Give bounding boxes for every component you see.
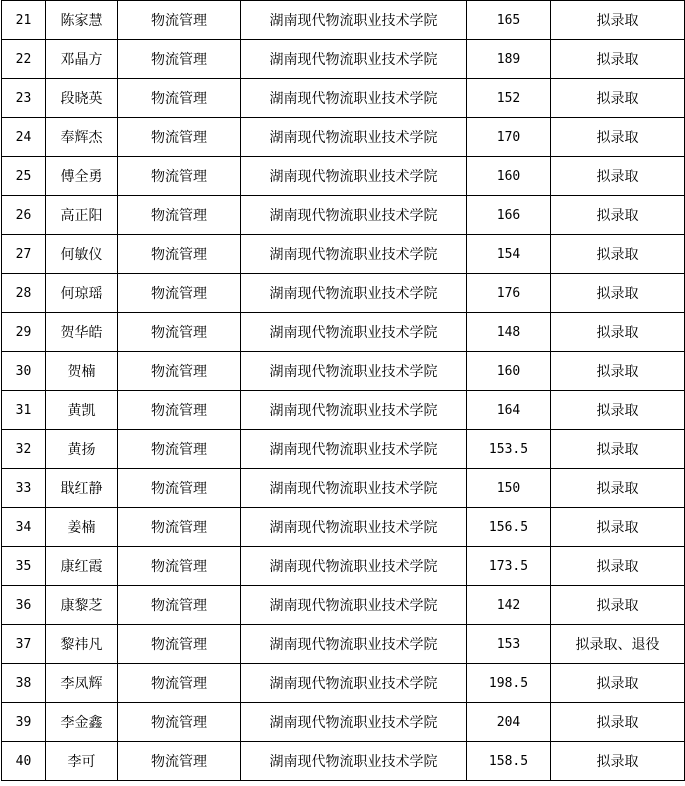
- table-row: [2, 79, 685, 118]
- table-row: [2, 430, 685, 469]
- table-row: [2, 352, 685, 391]
- score: 165: [467, 1, 551, 40]
- score: 160: [467, 157, 551, 196]
- table-row: [2, 742, 685, 781]
- school: 湖南现代物流职业技术学院: [241, 508, 467, 547]
- row-number: 21: [2, 1, 46, 40]
- major: 物流管理: [118, 391, 241, 430]
- score: 148: [467, 313, 551, 352]
- score: 152: [467, 79, 551, 118]
- row-number: 26: [2, 196, 46, 235]
- table-row: [2, 664, 685, 703]
- student-name: 邓晶方: [46, 40, 118, 79]
- admission-status: 拟录取: [551, 196, 685, 235]
- student-name: 黄凯: [46, 391, 118, 430]
- student-name: 何琼瑶: [46, 274, 118, 313]
- school: 湖南现代物流职业技术学院: [241, 547, 467, 586]
- school: 湖南现代物流职业技术学院: [241, 313, 467, 352]
- major: 物流管理: [118, 274, 241, 313]
- school: 湖南现代物流职业技术学院: [241, 352, 467, 391]
- row-number: 34: [2, 508, 46, 547]
- row-number: 33: [2, 469, 46, 508]
- score: 160: [467, 352, 551, 391]
- row-number: 36: [2, 586, 46, 625]
- admission-status: 拟录取: [551, 508, 685, 547]
- table-row: [2, 157, 685, 196]
- school: 湖南现代物流职业技术学院: [241, 625, 467, 664]
- admission-status: 拟录取: [551, 469, 685, 508]
- table-row: [2, 1, 685, 40]
- row-number: 31: [2, 391, 46, 430]
- score: 198.5: [467, 664, 551, 703]
- school: 湖南现代物流职业技术学院: [241, 1, 467, 40]
- student-name: 李金鑫: [46, 703, 118, 742]
- school: 湖南现代物流职业技术学院: [241, 664, 467, 703]
- student-name: 黎祎凡: [46, 625, 118, 664]
- admission-status: 拟录取: [551, 391, 685, 430]
- admission-status: 拟录取: [551, 430, 685, 469]
- student-name: 何敏仪: [46, 235, 118, 274]
- student-name: 高正阳: [46, 196, 118, 235]
- row-number: 38: [2, 664, 46, 703]
- score: 204: [467, 703, 551, 742]
- major: 物流管理: [118, 469, 241, 508]
- school: 湖南现代物流职业技术学院: [241, 703, 467, 742]
- admission-status: 拟录取: [551, 664, 685, 703]
- row-number: 28: [2, 274, 46, 313]
- row-number: 35: [2, 547, 46, 586]
- table-row: [2, 508, 685, 547]
- school: 湖南现代物流职业技术学院: [241, 235, 467, 274]
- score: 158.5: [467, 742, 551, 781]
- school: 湖南现代物流职业技术学院: [241, 79, 467, 118]
- score: 164: [467, 391, 551, 430]
- table-row: [2, 313, 685, 352]
- table-row: [2, 40, 685, 79]
- major: 物流管理: [118, 742, 241, 781]
- score: 173.5: [467, 547, 551, 586]
- student-name: 黄扬: [46, 430, 118, 469]
- score: 150: [467, 469, 551, 508]
- row-number: 40: [2, 742, 46, 781]
- table-row: [2, 235, 685, 274]
- score: 176: [467, 274, 551, 313]
- student-name: 陈家慧: [46, 1, 118, 40]
- admission-status: 拟录取、退役: [551, 625, 685, 664]
- score: 189: [467, 40, 551, 79]
- row-number: 37: [2, 625, 46, 664]
- table-row: [2, 703, 685, 742]
- school: 湖南现代物流职业技术学院: [241, 391, 467, 430]
- admission-status: 拟录取: [551, 274, 685, 313]
- admission-status: 拟录取: [551, 118, 685, 157]
- major: 物流管理: [118, 352, 241, 391]
- major: 物流管理: [118, 703, 241, 742]
- student-name: 段晓英: [46, 79, 118, 118]
- school: 湖南现代物流职业技术学院: [241, 157, 467, 196]
- score: 170: [467, 118, 551, 157]
- school: 湖南现代物流职业技术学院: [241, 430, 467, 469]
- table-body: [2, 1, 685, 781]
- major: 物流管理: [118, 118, 241, 157]
- score: 153: [467, 625, 551, 664]
- student-name: 姜楠: [46, 508, 118, 547]
- major: 物流管理: [118, 235, 241, 274]
- student-name: 李可: [46, 742, 118, 781]
- major: 物流管理: [118, 508, 241, 547]
- row-number: 39: [2, 703, 46, 742]
- admission-status: 拟录取: [551, 547, 685, 586]
- table-row: [2, 625, 685, 664]
- student-name: 康红霞: [46, 547, 118, 586]
- major: 物流管理: [118, 313, 241, 352]
- admission-status: 拟录取: [551, 157, 685, 196]
- score: 156.5: [467, 508, 551, 547]
- admission-status: 拟录取: [551, 40, 685, 79]
- table-row: [2, 274, 685, 313]
- student-name: 奉辉杰: [46, 118, 118, 157]
- student-name: 戢红静: [46, 469, 118, 508]
- row-number: 30: [2, 352, 46, 391]
- student-name: 贺华皓: [46, 313, 118, 352]
- table-row: [2, 118, 685, 157]
- row-number: 22: [2, 40, 46, 79]
- row-number: 32: [2, 430, 46, 469]
- score: 142: [467, 586, 551, 625]
- score: 153.5: [467, 430, 551, 469]
- school: 湖南现代物流职业技术学院: [241, 469, 467, 508]
- major: 物流管理: [118, 79, 241, 118]
- row-number: 24: [2, 118, 46, 157]
- student-name: 康黎芝: [46, 586, 118, 625]
- major: 物流管理: [118, 430, 241, 469]
- major: 物流管理: [118, 157, 241, 196]
- row-number: 29: [2, 313, 46, 352]
- major: 物流管理: [118, 1, 241, 40]
- school: 湖南现代物流职业技术学院: [241, 742, 467, 781]
- admission-table: [1, 0, 685, 781]
- school: 湖南现代物流职业技术学院: [241, 40, 467, 79]
- major: 物流管理: [118, 547, 241, 586]
- row-number: 27: [2, 235, 46, 274]
- admission-status: 拟录取: [551, 586, 685, 625]
- major: 物流管理: [118, 664, 241, 703]
- school: 湖南现代物流职业技术学院: [241, 196, 467, 235]
- major: 物流管理: [118, 586, 241, 625]
- major: 物流管理: [118, 625, 241, 664]
- score: 166: [467, 196, 551, 235]
- admission-status: 拟录取: [551, 742, 685, 781]
- table-row: [2, 547, 685, 586]
- table-row: [2, 586, 685, 625]
- table-row: [2, 469, 685, 508]
- row-number: 25: [2, 157, 46, 196]
- row-number: 23: [2, 79, 46, 118]
- table-row: [2, 391, 685, 430]
- admission-status: 拟录取: [551, 79, 685, 118]
- score: 154: [467, 235, 551, 274]
- admission-status: 拟录取: [551, 1, 685, 40]
- admission-status: 拟录取: [551, 352, 685, 391]
- student-name: 李凤辉: [46, 664, 118, 703]
- admission-status: 拟录取: [551, 703, 685, 742]
- student-name: 贺楠: [46, 352, 118, 391]
- school: 湖南现代物流职业技术学院: [241, 118, 467, 157]
- table-row: [2, 196, 685, 235]
- school: 湖南现代物流职业技术学院: [241, 274, 467, 313]
- major: 物流管理: [118, 40, 241, 79]
- student-name: 傅全勇: [46, 157, 118, 196]
- admission-status: 拟录取: [551, 235, 685, 274]
- major: 物流管理: [118, 196, 241, 235]
- admission-status: 拟录取: [551, 313, 685, 352]
- school: 湖南现代物流职业技术学院: [241, 586, 467, 625]
